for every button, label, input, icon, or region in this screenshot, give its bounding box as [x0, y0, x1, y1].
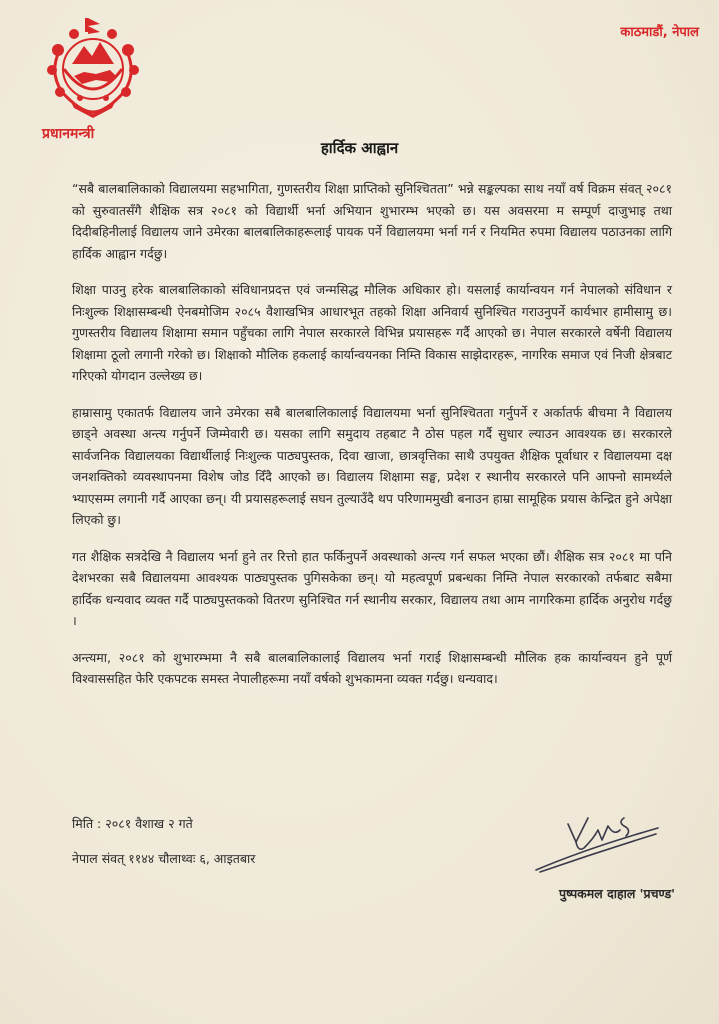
handwritten-signature-icon [528, 808, 668, 880]
paragraph: “सबै बालबालिकाको विद्यालयमा सहभागिता, गुणस्तरीय शिक्षा प्राप्तिको सुनिश्चितता” भन्ने सङ्कल्पका साथ नयाँ वर्ष विक्रम संवत् २०८१ को सुरुवातसँगै शैक्षिक सत्र २०८१ को विद्यार्थी भर्ना अभियान शुभारम्भ भएको छ। यस अवसरमा म सम्पूर्ण दाजुभाइ तथा दिदीबहिनीलाई विद्यालय जाने उमेरका बालबालिकाहरूलाई पायक पर्ने विद्यालयमा भर्ना गर्न र नियमित रुपमा विद्यालय पठाउनका लागि हार्दिक आह्वान गर्दछु। [72, 181, 672, 261]
paragraph: हाम्रासामु एकातर्फ विद्यालय जाने उमेरका सबै बालबालिकालाई विद्यालयमा भर्ना सुनिश्चितता गर्नुपर्ने र अर्कातर्फ बीचमा नै विद्यालय छाड्ने अवस्था अन्त्य गर्नुपर्ने जिम्मेवारी छ। यसका लागि समुदाय तहबाट नै ठोस पहल गर्दै सुधार ल्याउन आवश्यक छ। सरकारले सार्वजनिक विद्यालयका विद्यार्थीलाई निःशुल्क पाठ्यपुस्तक, दिवा खाजा, छात्रवृत्तिका साथै उपयुक्त शैक्षिक पूर्वाधार र विद्यालयमा दक्ष जनशक्तिको व्यवस्थापनमा विशेष जोड दिँदै आएको छ। विद्यालय शिक्षामा सङ्घ, प्रदेश र स्थानीय सरकारले पनि आफ्नो सामर्थ्यले भ्याएसम्म लगानी गर्दै आएका छन्। यी प्रयासहरूलाई सघन तुल्याउँदै थप परिणाममुखी बनाउन हाम्रा सामूहिक प्रयास केन्द्रित हुने अपेक्षा लिएको छु। [72, 404, 672, 527]
nepal-coat-of-arms-icon [40, 14, 146, 120]
signer-name: पुष्पकमल दाहाल 'प्रचण्ड' [558, 886, 675, 901]
office-name: प्रधानमन्त्री [42, 126, 95, 142]
paragraph: अन्त्यमा, २०८१ को शुभारम्भमा नै सबै बालबालिकालाई विद्यालय भर्ना गराई शिक्षासम्बन्धी मौलिक हक कार्यान्वयन हुने पूर्ण विश्वाससहित फेरि एकपटक समस्त नेपालीहरूमा नयाँ वर्षको शुभकामना व्यक्त गर्दछु। धन्यवाद। [72, 649, 672, 686]
location-label: काठमाडौं, नेपाल [620, 25, 699, 40]
letter-title: हार्दिक आह्वान [320, 139, 399, 157]
date-line: मिति : २०८१ वैशाख २ गते [72, 816, 193, 831]
letter-body [72, 178, 672, 705]
paragraph: शिक्षा पाउनु हरेक बालबालिकाको संविधानप्रदत्त एवं जन्मसिद्ध मौलिक अधिकार हो। यसलाई कार्यान्वयन गर्न नेपालको संविधान र निःशुल्क शिक्षासम्बन्धी ऐनबमोजिम २०८५ वैशाखभित्र आधारभूत तहको शिक्षा अनिवार्य सुनिश्चित गराउनुपर्ने कार्यभार हामीसामु छ। गुणस्तरीय विद्यालय शिक्षामा समान पहुँचका लागि नेपाल सरकारले विभिन्न प्रयासहरू गर्दै आएको छ। नेपाल सरकारले वर्षेनी विद्यालय शिक्षामा ठूलो लगानी गरेको छ। शिक्षाको मौलिक हकलाई कार्यान्वयनका निम्ति विकास साझेदारहरू, नागरिक समाज एवं निजी क्षेत्रबाट गरिएको योगदान उल्लेख्य छ। [72, 282, 672, 383]
paragraph: गत शैक्षिक सत्रदेखि नै विद्यालय भर्ना हुने तर रित्तो हात फर्किनुपर्ने अवस्थाको अन्त्य गर्न सफल भएका छौं। शैक्षिक सत्र २०८१ मा पनि देशभरका सबै विद्यालयमा आवश्यक पाठ्यपुस्तक पुगिसकेका छन्। यो महत्वपूर्ण प्रबन्धका निम्ति नेपाल सरकारको तर्फबाट सबैमा हार्दिक धन्यवाद व्यक्त गर्दै पाठ्यपुस्तकको वितरण सुनिश्चित गर्न स्थानीय सरकार, विद्यालय तथा आम नागरिकमा हार्दिक अनुरोध गर्दछु । [72, 548, 672, 628]
nepal-sambat-date: नेपाल संवत् ११४४ चौलाथ्वः ६, आइतबार [72, 851, 256, 866]
